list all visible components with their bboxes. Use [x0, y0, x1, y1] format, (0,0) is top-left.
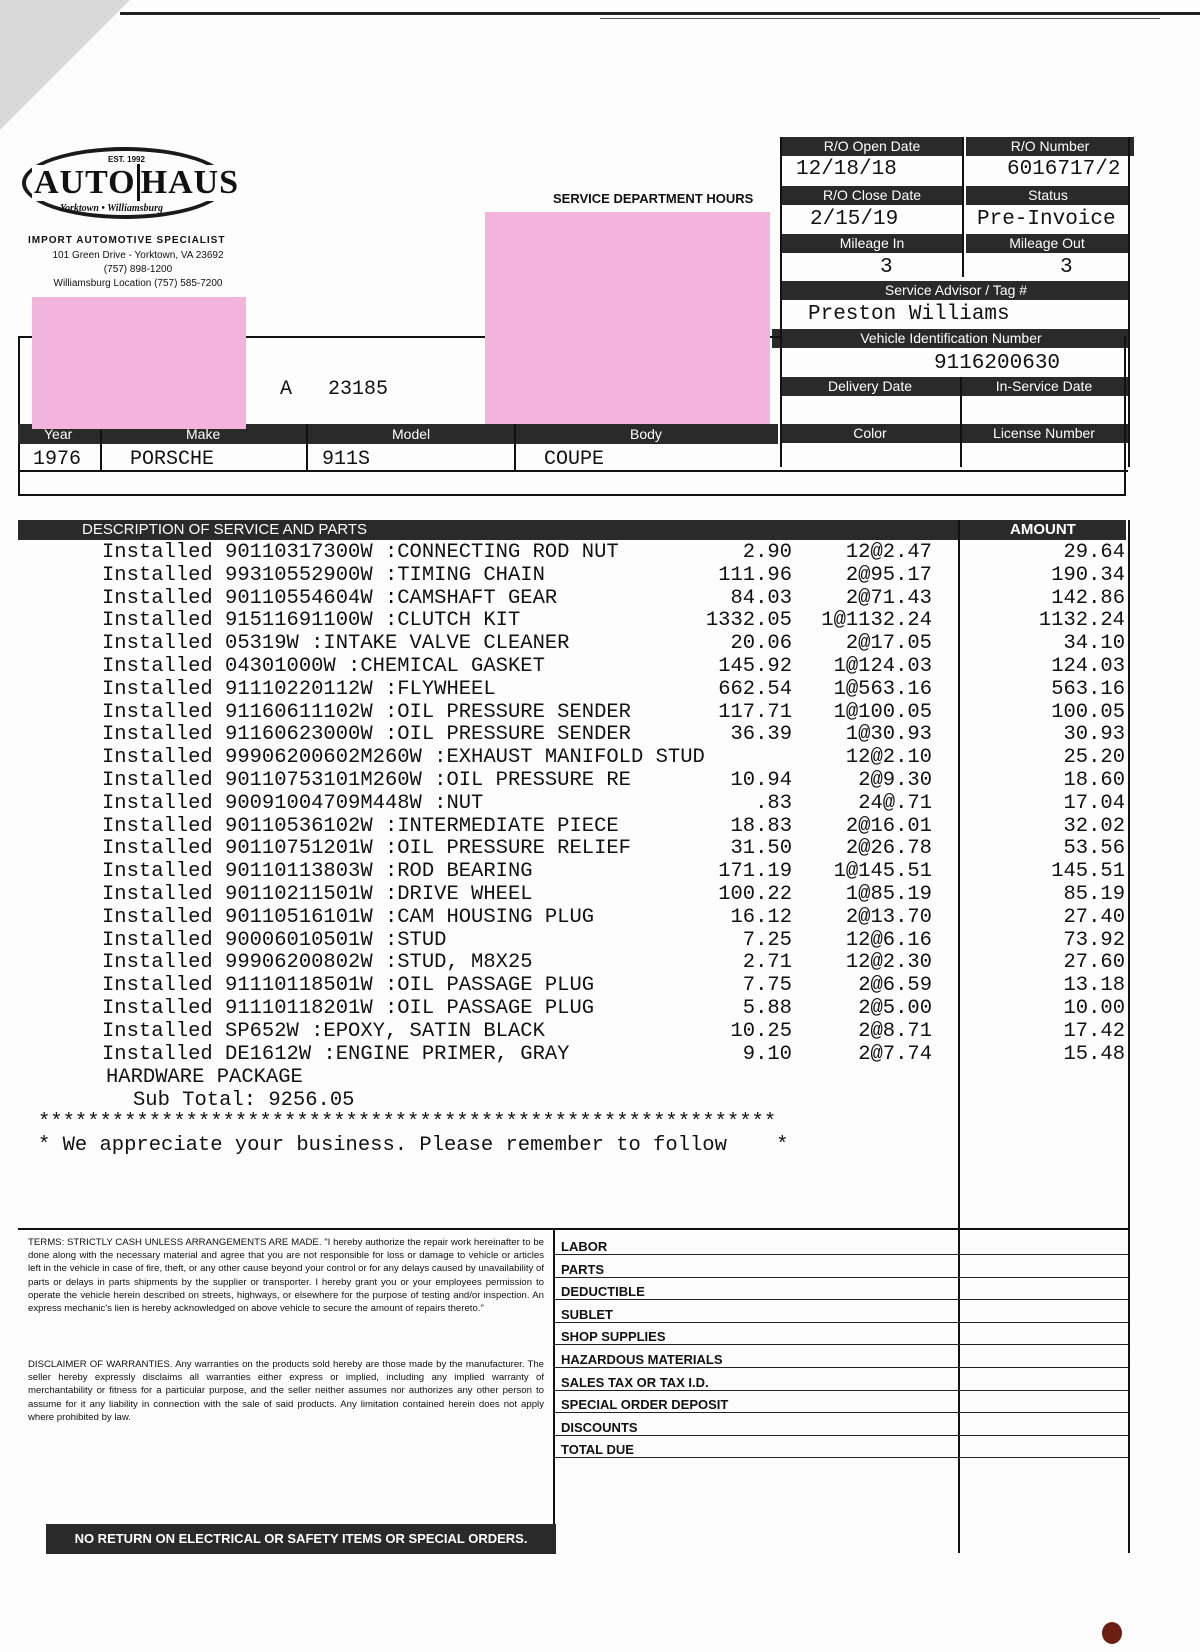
line-unit-price: 16.12 [730, 905, 792, 929]
line-unit-price: 2.90 [742, 541, 792, 564]
redaction [32, 297, 246, 429]
line-amount: 142.86 [1051, 586, 1125, 610]
line-amount: 145.51 [1051, 860, 1125, 884]
terms-text: TERMS: STRICTLY CASH UNLESS ARRANGEMENTS ARE MADE. "I hereby authorize the repair work hereinafter to be done along with the necessary material and agree that you are not responsible for loss or damage to vehicle or articles left in the vehicle in case of fire, theft, or any other cause beyond your control or for any delays caused by unavailability of parts or delays in parts shipments by the supplier or transporter. I hereby grant you or your employees permission to operate the vehicle herein described on streets, highways, or elsewhere for the purpose of testing and/or inspection. An express mechanic's lien is hereby acknowledged on above vehicle to secure the amount of repairs thereto." [28, 1237, 544, 1315]
line-description: Installed 90110211501W :DRIVE WHEEL [102, 883, 533, 906]
mileage-out-label: Mileage Out [966, 234, 1128, 253]
line-amount: 563.16 [1051, 677, 1125, 701]
company-phone: (757) 898-1200 [103, 264, 173, 275]
grid-line [962, 137, 964, 277]
line-amount: 10.00 [1063, 997, 1125, 1020]
line-qty-rate: 2@5.00 [858, 997, 932, 1020]
line-amount: 100.05 [1051, 700, 1125, 724]
line-amount: 17.04 [1063, 791, 1125, 815]
line-amount: 85.19 [1063, 883, 1125, 906]
line-qty-rate: 1@145.51 [833, 860, 932, 884]
line-unit-price: 10.25 [730, 1019, 792, 1043]
grid-line [306, 424, 308, 470]
line-amount: 27.60 [1063, 951, 1125, 975]
line-qty-rate: 1@124.03 [833, 655, 932, 678]
line-description: Installed 90110751201W :OIL PRESSURE RELIEF [102, 837, 631, 861]
line-unit-price: 36.39 [730, 723, 792, 747]
line-amount: 190.34 [1051, 563, 1125, 587]
line-description: Installed 91160611102W :OIL PRESSURE SENDER [102, 700, 631, 724]
line-qty-rate: 2@71.43 [845, 586, 932, 610]
vin: 9116200630 [934, 352, 1061, 375]
line-description: Installed 05319W :INTAKE VALVE CLEANER [102, 632, 570, 656]
line-unit-price: 84.03 [730, 586, 792, 610]
total-row-label: HAZARDOUS MATERIALS [553, 1345, 1129, 1368]
vehicle-model: 911S [322, 448, 371, 471]
line-qty-rate: 1@85.19 [845, 883, 932, 906]
line-qty-rate: 2@17.05 [845, 632, 932, 656]
subtotal: Sub Total: 9256.05 [133, 1089, 355, 1112]
line-description: Installed 90110113803W :ROD BEARING [102, 860, 533, 884]
line-amount: 124.03 [1051, 655, 1125, 678]
line-unit-price: 9.10 [742, 1042, 792, 1066]
line-unit-price: 7.75 [742, 974, 792, 998]
model-label: Model [392, 426, 431, 442]
line-description: Installed 99906200602M260W :EXHAUST MANIFOLD STUD [102, 746, 705, 770]
appreciate-message: * We appreciate your business. Please remember to follow * [38, 1134, 789, 1157]
line-description: Installed 04301000W :CHEMICAL GASKET [102, 655, 545, 678]
line-unit-price: 145.92 [718, 655, 792, 678]
vehicle-body: COUPE [544, 448, 605, 471]
service-advisor: Preston Williams [808, 303, 1010, 326]
amount-header: AMOUNT [1010, 521, 1076, 538]
line-unit-price: 7.25 [742, 928, 792, 952]
logo-est: EST. 1992 [108, 155, 145, 164]
service-hours-label: SERVICE DEPARTMENT HOURS [553, 191, 754, 206]
total-row-label: SUBLET [553, 1300, 1129, 1323]
line-amount: 13.18 [1063, 974, 1125, 998]
year-label: Year [44, 426, 73, 442]
total-row-label: SHOP SUPPLIES [553, 1322, 1129, 1345]
total-row-label: PARTS [553, 1255, 1129, 1278]
line-description: Installed 91110118501W :OIL PASSAGE PLUG [102, 974, 595, 998]
ro-open-date-label: R/O Open Date [782, 137, 962, 156]
line-qty-rate: 12@6.16 [845, 928, 932, 952]
line-description: Installed 90110516101W :CAM HOUSING PLUG [102, 905, 595, 929]
disclaimer-text: DISCLAIMER OF WARRANTIES. Any warranties on the products sold hereby are those made by the manufacturer. The seller hereby expressly disclaims all warranties either express or implied, including any implied warranty of merchantability or fitness for a particular purpose, and the seller neither assumes nor authorizes any other person to assume for it any liability in connection with the sale of said products. Any limitation contained herein does not apply where prohibited by law. [28, 1359, 544, 1423]
line-description: Installed 90110753101M260W :OIL PRESSURE RE [102, 769, 631, 792]
line-qty-rate: 12@2.47 [845, 541, 932, 564]
line-description: Installed 90110317300W :CONNECTING ROD NUT [102, 541, 619, 564]
ro-number-label: R/O Number [966, 137, 1134, 156]
line-amount: 17.42 [1063, 1019, 1125, 1043]
line-unit-price: 662.54 [718, 677, 792, 701]
line-qty-rate: 1@100.05 [833, 700, 932, 724]
line-qty-rate: 2@26.78 [845, 837, 932, 861]
company-address: 101 Green Drive - Yorktown, VA 23692 [52, 250, 224, 261]
line-amount: 1132.24 [1038, 609, 1125, 633]
line-description: Installed 99906200802W :STUD, M8X25 [102, 951, 533, 975]
logo-name [32, 165, 241, 201]
line-description: Installed SP652W :EPOXY, SATIN BLACK [102, 1019, 545, 1043]
grid-line [100, 430, 102, 470]
line-description: Installed 90006010501W :STUD [102, 928, 447, 952]
line-description: Installed 91160623000W :OIL PRESSURE SENDER [102, 723, 631, 747]
line-qty-rate: 12@2.10 [845, 746, 932, 770]
color-label: Color [780, 424, 960, 443]
logo-locations: Yorktown • Williamsburg [60, 203, 163, 214]
line-description: Installed 91511691100W :CLUTCH KIT [102, 609, 521, 633]
vehicle-make: PORSCHE [130, 448, 215, 471]
in-service-date-label: In-Service Date [960, 377, 1128, 396]
line-description: Installed DE1612W :ENGINE PRIMER, GRAY [102, 1042, 570, 1066]
line-amount: 32.02 [1063, 814, 1125, 838]
line-unit-price: 18.83 [730, 814, 792, 838]
ro-open-date: 12/18/18 [796, 158, 897, 181]
line-qty-rate: 2@16.01 [845, 814, 932, 838]
grid-line [1128, 137, 1130, 467]
line-unit-price: .83 [755, 791, 792, 815]
terms-top-line [18, 1228, 1128, 1230]
line-description: Installed 91110220112W :FLYWHEEL [102, 677, 496, 701]
line-amount: 73.92 [1063, 928, 1125, 952]
total-row-label: LABOR [553, 1232, 1129, 1255]
ink-blot [1102, 1622, 1122, 1644]
delivery-date-label: Delivery Date [780, 377, 960, 396]
company-tagline: IMPORT AUTOMOTIVE SPECIALIST [28, 235, 226, 246]
vin-label: Vehicle Identification Number [772, 329, 1130, 348]
zip-prefix: A [280, 378, 293, 401]
mileage-in-label: Mileage In [782, 234, 962, 253]
line-amount: 15.48 [1063, 1042, 1125, 1066]
line-description: Installed 99310552900W :TIMING CHAIN [102, 563, 545, 587]
folded-corner [0, 0, 130, 130]
zip-code: 23185 [328, 378, 389, 401]
total-row-label: SPECIAL ORDER DEPOSIT [553, 1390, 1129, 1413]
line-amount: 18.60 [1063, 769, 1125, 792]
mileage-out: 3 [1060, 256, 1073, 279]
line-unit-price: 171.19 [718, 860, 792, 884]
line-unit-price: 100.22 [718, 883, 792, 906]
line-amount: 34.10 [1063, 632, 1125, 656]
advisor-label: Service Advisor / Tag # [782, 281, 1130, 300]
total-row-label: TOTAL DUE [553, 1435, 1129, 1458]
line-qty-rate: 1@563.16 [833, 677, 932, 701]
line-amount: 25.20 [1063, 746, 1125, 770]
line-qty-rate: 1@1132.24 [821, 609, 932, 633]
line-unit-price: 5.88 [742, 997, 792, 1020]
total-row-label: DEDUCTIBLE [553, 1277, 1129, 1300]
line-amount: 27.40 [1063, 905, 1125, 929]
line-qty-rate: 1@30.93 [845, 723, 932, 747]
description-header: DESCRIPTION OF SERVICE AND PARTS [82, 521, 368, 538]
line-qty-rate: 2@8.71 [858, 1019, 932, 1043]
line-unit-price: 10.94 [730, 769, 792, 792]
line-qty-rate: 24@.71 [858, 791, 932, 815]
ro-number: 6016717/2 [1007, 158, 1121, 181]
line-amount: 29.64 [1063, 541, 1125, 564]
line-amount: 30.93 [1063, 723, 1125, 747]
line-description: Installed 90091004709M448W :NUT [102, 791, 484, 815]
total-row-label: SALES TAX OR TAX I.D. [553, 1368, 1129, 1391]
line-qty-rate: 2@13.70 [845, 905, 932, 929]
ro-close-date: 2/15/19 [810, 208, 899, 231]
vehicle-year: 1976 [33, 448, 82, 471]
grid-line [514, 424, 516, 470]
line-amount: 53.56 [1063, 837, 1125, 861]
stars-line: ************************************************************ [38, 1111, 777, 1134]
line-qty-rate: 12@2.30 [845, 951, 932, 975]
customer-zip [280, 378, 388, 401]
total-row-label: DISCOUNTS [553, 1413, 1129, 1436]
status: Pre-Invoice [977, 208, 1116, 231]
line-qty-rate: 2@9.30 [858, 769, 932, 792]
top-rule [120, 12, 1200, 15]
line-qty-rate: 2@6.59 [858, 974, 932, 998]
body-label: Body [630, 426, 662, 442]
redaction [485, 212, 770, 424]
line-description: Installed 91110118201W :OIL PASSAGE PLUG [102, 997, 595, 1020]
make-label: Make [186, 426, 221, 442]
line-description: Installed 90110554604W :CAMSHAFT GEAR [102, 586, 558, 610]
line-unit-price: 20.06 [730, 632, 792, 656]
line-qty-rate: 2@95.17 [845, 563, 932, 587]
line-unit-price: 111.96 [718, 563, 792, 587]
status-label: Status [966, 186, 1130, 205]
mileage-in: 3 [880, 256, 893, 279]
top-rule-thin [600, 18, 1160, 19]
logo-name-left: AUTO [34, 164, 136, 201]
logo-name-right: HAUS [140, 164, 240, 201]
line-unit-price: 31.50 [730, 837, 792, 861]
license-number-label: License Number [960, 424, 1128, 443]
line-qty-rate: 2@7.74 [858, 1042, 932, 1066]
line-unit-price: 1332.05 [705, 609, 792, 633]
williamsburg-location: Williamsburg Location (757) 585-7200 [53, 278, 223, 289]
hardware-package: HARDWARE PACKAGE [106, 1066, 303, 1089]
line-unit-price: 117.71 [718, 700, 792, 724]
line-description: Installed 90110536102W :INTERMEDIATE PIECE [102, 814, 619, 838]
no-return-notice: NO RETURN ON ELECTRICAL OR SAFETY ITEMS OR SPECIAL ORDERS. [46, 1524, 556, 1554]
ro-close-date-label: R/O Close Date [782, 186, 962, 205]
line-unit-price: 2.71 [742, 951, 792, 975]
